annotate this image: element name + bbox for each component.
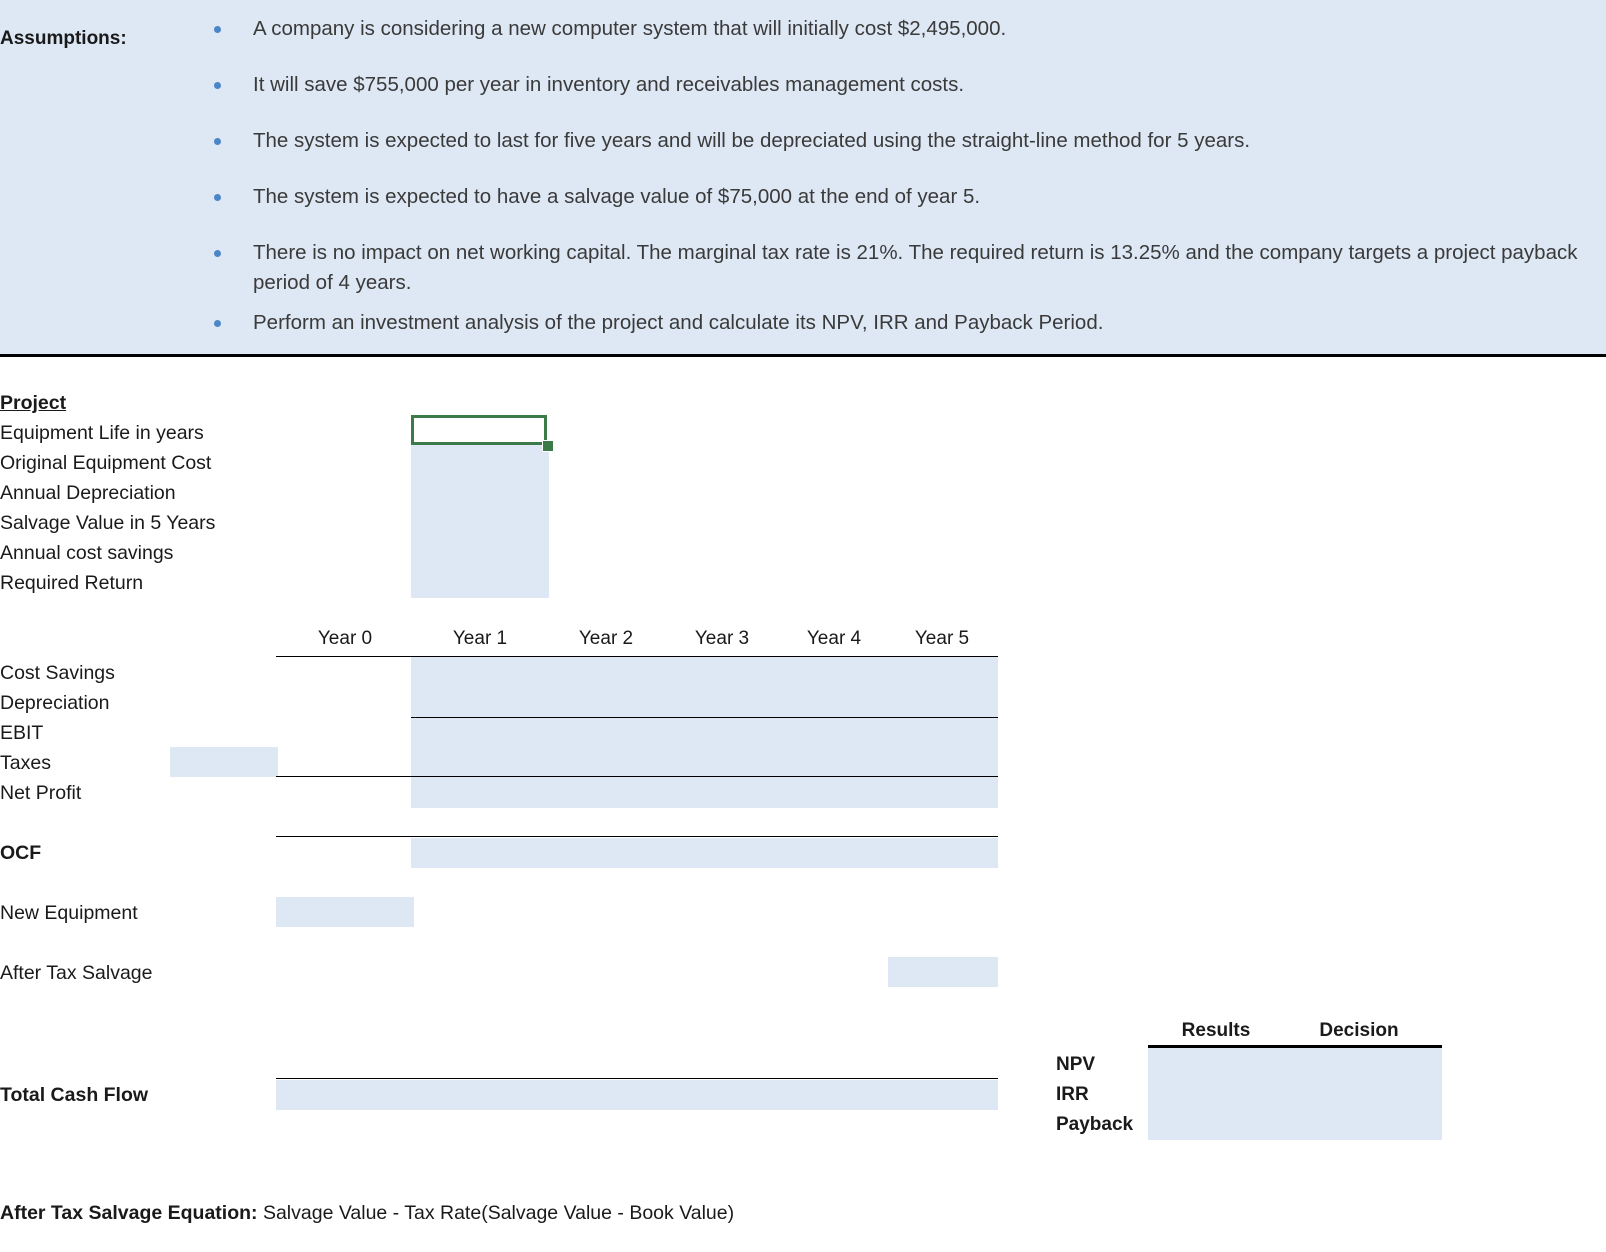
bullet-icon: [214, 138, 221, 145]
bullet-icon: [214, 250, 221, 257]
header-year-2: Year 2: [578, 628, 634, 649]
assumption-bullet-5: There is no impact on net working capital. The marginal tax rate is 21%. The required return is 13.25% and the company targets a project payback period of 4 years.: [253, 241, 1578, 294]
label-salvage-value: Salvage Value in 5 Years: [0, 512, 216, 534]
assumption-bullet-1: A company is considering a new computer system that will initially cost $2,495,000.: [253, 17, 1007, 40]
assumption-bullet-3: The system is expected to last for five years and will be depreciated using the straight-line method for 5 years.: [253, 129, 1251, 152]
project-input-cells[interactable]: [411, 445, 549, 598]
row-label-new-equipment: New Equipment: [0, 902, 138, 924]
equation-text: Salvage Value - Tax Rate(Salvage Value - Book Value): [262, 1202, 735, 1224]
assumption-bullet-2: It will save $755,000 per year in inventory and receivables management costs.: [253, 73, 965, 96]
equation-label: After Tax Salvage Equation:: [0, 1202, 258, 1224]
results-cells[interactable]: [1148, 1048, 1442, 1140]
label-irr: IRR: [1056, 1084, 1089, 1105]
header-year-3: Year 3: [694, 628, 750, 649]
label-required-return: Required Return: [0, 572, 144, 594]
label-npv: NPV: [1056, 1054, 1096, 1075]
row-divider: [276, 836, 998, 837]
row-divider: [276, 1078, 998, 1079]
assumption-bullet-4: The system is expected to have a salvage value of $75,000 at the end of year 5.: [253, 185, 981, 208]
bullet-icon: [214, 26, 221, 33]
after-tax-salvage-cell[interactable]: [888, 957, 998, 987]
label-annual-depreciation: Annual Depreciation: [0, 482, 176, 504]
project-heading: Project: [0, 392, 67, 414]
assumption-bullet-6: Perform an investment analysis of the project and calculate its NPV, IRR and Payback Period.: [253, 311, 1104, 334]
row-divider: [276, 776, 998, 777]
bullet-icon: [214, 82, 221, 89]
header-year-4: Year 4: [806, 628, 862, 649]
label-equipment-life: Equipment Life in years: [0, 422, 204, 444]
header-year-5: Year 5: [914, 628, 970, 649]
total-cash-flow-cells[interactable]: [276, 1080, 998, 1110]
new-equipment-cell[interactable]: [276, 897, 414, 927]
assumptions-panel: [0, 0, 1606, 357]
row-divider: [411, 717, 998, 718]
label-original-cost: Original Equipment Cost: [0, 452, 212, 474]
after-tax-salvage-equation: [0, 1202, 734, 1225]
tax-rate-cell[interactable]: [170, 747, 278, 777]
row-label-cost-savings: Cost Savings: [0, 662, 115, 684]
fill-handle[interactable]: [542, 440, 554, 452]
bullet-icon: [214, 194, 221, 201]
row-label-total-cash-flow: Total Cash Flow: [0, 1084, 149, 1106]
results-column-header: Results: [1181, 1020, 1251, 1041]
bullet-icon: [214, 320, 221, 327]
row-label-ocf: OCF: [0, 842, 42, 864]
ocf-cells[interactable]: [411, 838, 998, 868]
label-annual-savings: Annual cost savings: [0, 542, 174, 564]
row-label-after-tax-salvage: After Tax Salvage: [0, 962, 153, 984]
header-year-0: Year 0: [317, 628, 373, 649]
row-label-taxes: Taxes: [0, 752, 51, 774]
decision-column-header: Decision: [1319, 1020, 1399, 1041]
row-label-net-profit: Net Profit: [0, 782, 82, 804]
row-label-depreciation: Depreciation: [0, 692, 110, 714]
selected-cell-equipment-life[interactable]: [411, 415, 547, 445]
header-year-1: Year 1: [452, 628, 508, 649]
row-label-ebit: EBIT: [0, 722, 44, 744]
label-payback: Payback: [1056, 1114, 1134, 1135]
cashflow-cells-year1-5[interactable]: [411, 657, 998, 808]
assumptions-label: Assumptions:: [0, 28, 127, 49]
